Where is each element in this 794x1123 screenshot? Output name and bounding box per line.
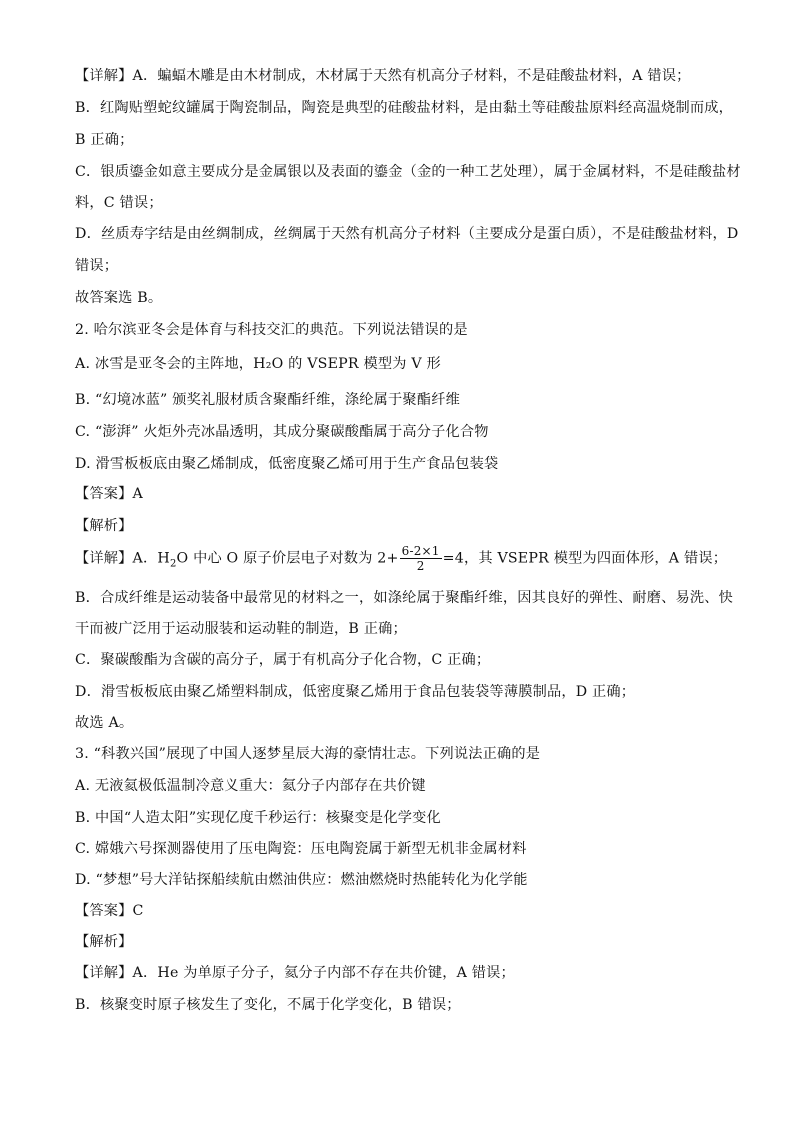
detail-mid: O 中心 O 原子价层电子对数为 2+ xyxy=(176,550,399,567)
detail-suffix: =4，其 VSEPR 模型为四面体形，A 错误； xyxy=(442,550,728,567)
fraction xyxy=(400,544,442,573)
text-line: B．合成纤维是运动装备中最常见的材料之一，如涤纶属于聚酯纤维，因其良好的弹性、耐磨、易洗、快 xyxy=(75,590,734,606)
text-line: 料，C 错误； xyxy=(75,195,163,211)
text-line: 【详解】A．蝙蝠木雕是由木材制成，木材属于天然有机高分子材料，不是硅酸盐材料，A 错误； xyxy=(75,68,691,84)
text-line: 【详解】A．He 为单原子分子，氦分子内部不存在共价键，A 错误； xyxy=(75,965,515,981)
option-c: C. “澎湃” 火炬外壳冰晶透明，其成分聚碳酸酯属于高分子化合物 xyxy=(75,424,489,440)
option-a: A. 无液氦极低温制冷意义重大：氦分子内部存在共价键 xyxy=(75,778,426,794)
text-line: D．滑雪板板底由聚乙烯塑料制成，低密度聚乙烯用于食品包装袋等薄膜制品，D 正确； xyxy=(75,684,636,700)
subscript: 2 xyxy=(169,558,177,570)
option-b: B. “幻境冰蓝” 颁奖礼服材质含聚酯纤维，涤纶属于聚酯纤维 xyxy=(75,392,460,408)
analysis-label: 【解析】 xyxy=(75,934,133,950)
fraction-numerator: 6-2×1 xyxy=(401,544,440,558)
analysis-label: 【解析】 xyxy=(75,518,133,534)
answer-label: 【答案】C xyxy=(75,903,144,919)
text-line: B 正确； xyxy=(75,132,134,148)
option-c: C. 嫦娥六号探测器使用了压电陶瓷：压电陶瓷属于新型无机非金属材料 xyxy=(75,841,527,857)
text-line: B．红陶贴塑蛇纹罐属于陶瓷制品，陶瓷是典型的硅酸盐材料，是由黏土等硅酸盐原料经高温烧制而成， xyxy=(75,100,734,116)
option-d: D. 滑雪板板底由聚乙烯制成，低密度聚乙烯可用于生产食品包装袋 xyxy=(75,456,499,472)
option-d: D. “梦想”号大洋钻探船续航由燃油供应：燃油燃烧时热能转化为化学能 xyxy=(75,872,528,888)
text-line: C．银质鎏金如意主要成分是金属银以及表面的鎏金（金的一种工艺处理），属于金属材料，不是硅酸盐材 xyxy=(75,164,741,180)
option-a: A. 冰雪是亚冬会的主阵地，H₂O 的 VSEPR 模型为 V 形 xyxy=(75,356,441,372)
text-line: 干而被广泛用于运动服装和运动鞋的制造，B 正确； xyxy=(75,621,407,637)
text-line: B．核聚变时原子核发生了变化，不属于化学变化，B 错误； xyxy=(75,997,461,1013)
fraction-denominator: 2 xyxy=(416,559,425,573)
text-line: D．丝质寿字结是由丝绸制成，丝绸属于天然有机高分子材料（主要成分是蛋白质），不是硅酸盐材料，D xyxy=(75,226,739,242)
text-line: 故选 A。 xyxy=(75,715,134,731)
text-line: 故答案选 B。 xyxy=(75,290,163,306)
detail-line-with-fraction xyxy=(75,544,727,574)
text-line: C．聚碳酸酯为含碳的高分子，属于有机高分子化合物，C 正确； xyxy=(75,652,491,668)
text-line: 错误； xyxy=(75,258,119,274)
option-b: B. 中国“人造太阳”实现亿度千秒运行：核聚变是化学变化 xyxy=(75,810,441,826)
answer-label: 【答案】A xyxy=(75,486,143,502)
question-3-stem: 3. “科教兴国”展现了中国人逐梦星辰大海的豪情壮志。下列说法正确的是 xyxy=(75,746,541,762)
question-2-stem: 2. 哈尔滨亚冬会是体育与科技交汇的典范。下列说法错误的是 xyxy=(75,322,468,338)
detail-prefix: 【详解】A．H xyxy=(75,550,170,567)
